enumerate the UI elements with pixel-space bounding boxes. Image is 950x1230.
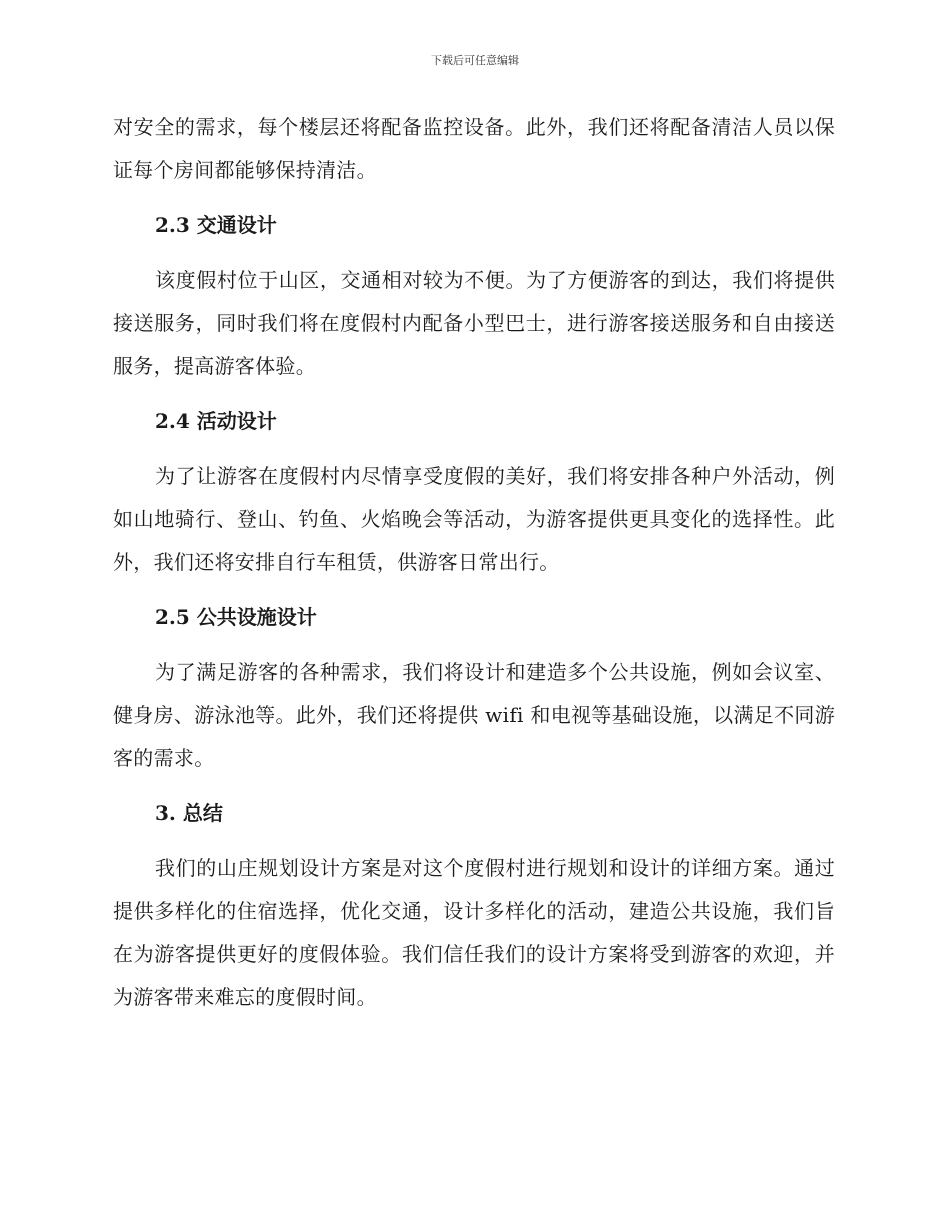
section-heading-2-4: 2.4 活动设计: [155, 409, 277, 433]
document-body: [113, 106, 835, 1031]
paragraph-2-5: 为了满足游客的各种需求，我们将设计和建造多个公共设施，例如会议室、健身房、游泳池等。此外，我们还将提供 wifi 和电视等基础设施，以满足不同游客的需求。: [113, 660, 835, 770]
paragraph-intro: 对安全的需求，每个楼层还将配备监控设备。此外，我们还将配备清洁人员以保证每个房间都能够保持清洁。: [113, 115, 835, 182]
section-heading-3: 3. 总结: [155, 801, 223, 825]
paragraph-2-3: 该度假村位于山区，交通相对较为不便。为了方便游客的到达，我们将提供接送服务，同时我们将在度假村内配备小型巴士，进行游客接送服务和自由接送服务，提高游客体验。: [113, 268, 835, 378]
page-header: 下载后可任意编辑: [431, 54, 519, 67]
paragraph-3: 我们的山庄规划设计方案是对这个度假村进行规划和设计的详细方案。通过提供多样化的住宿选择，优化交通，设计多样化的活动，建造公共设施，我们旨在为游客提供更好的度假体验。我们信任我们的设计方案将受到游客的欢迎，并为游客带来难忘的度假时间。: [113, 856, 835, 1009]
paragraph-2-4: 为了让游客在度假村内尽情享受度假的美好，我们将安排各种户外活动，例如山地骑行、登山、钓鱼、火焰晚会等活动，为游客提供更具变化的选择性。此外，我们还将安排自行车租赁，供游客日常出行。: [113, 464, 835, 574]
section-heading-2-5: 2.5 公共设施设计: [155, 605, 317, 629]
section-heading-2-3: 2.3 交通设计: [155, 213, 277, 237]
